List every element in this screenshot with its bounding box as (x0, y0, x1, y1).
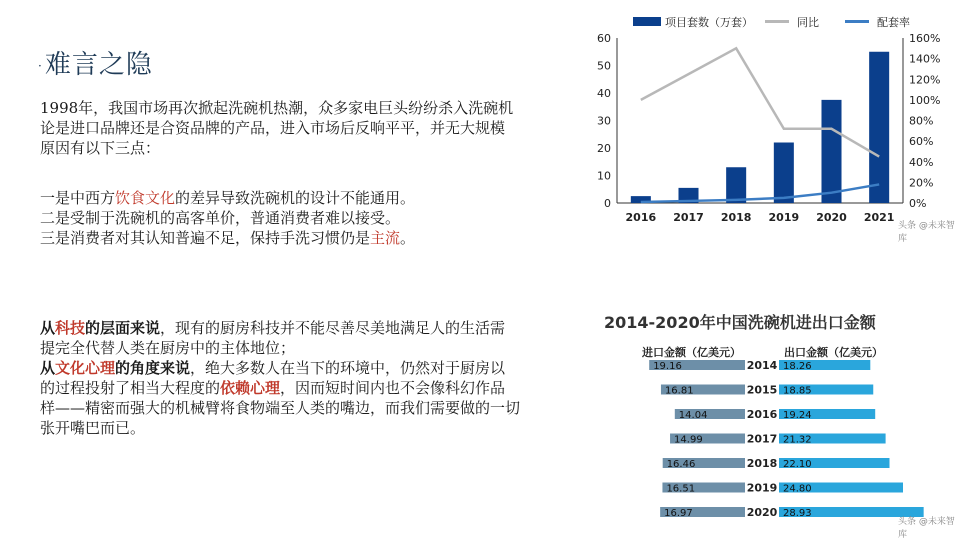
reason-3-text: 三是消费者对其认知普遍不足，保持手洗习惯仍是 (40, 229, 371, 247)
dependence-highlight: 依赖心理 (220, 379, 281, 397)
y2-tick-label: 160% (909, 32, 941, 45)
reason-3 (40, 228, 615, 248)
import-value-label: 14.04 (678, 410, 708, 421)
legend-label-1: 同比 (797, 16, 819, 29)
bar-2021 (869, 52, 889, 203)
culture-prefix: 从 (40, 359, 56, 377)
intro-line-2: 论是进口品牌还是合资品牌的产品，进入市场后反响平平，并无大规模 (40, 119, 506, 137)
chart-title: 2014-2020年中国洗碗机进出口金额 (604, 313, 876, 332)
tech-highlight: 科技 (55, 319, 86, 337)
y2-tick-label: 40% (909, 155, 934, 169)
import-value-label: 16.46 (666, 459, 696, 470)
tech-text: ，现有的厨房科技并不能尽善尽美地满足人的生活需 (160, 319, 506, 337)
culture-line-3: 样——精密而强大的机械臂将食物端至人类的嘴边，而我们需要做的一切 (40, 399, 521, 417)
intro-line-3: 原因有以下三点： (40, 139, 161, 157)
y-tick-label: 20 (597, 142, 611, 155)
x-tick-label: 2016 (625, 211, 657, 224)
y2-tick-label: 100% (909, 93, 941, 107)
reason-3-highlight: 主流 (370, 229, 401, 247)
x-tick-label: 2021 (863, 211, 895, 224)
y2-tick-label: 120% (909, 73, 941, 87)
y2-tick-label: 60% (909, 135, 934, 149)
year-label: 2017 (746, 432, 778, 446)
export-axis-label: 出口金额（亿美元） (784, 346, 883, 359)
reason-2: 二是受制于洗碗机的高客单价，普通消费者难以接受。 (40, 209, 401, 227)
reason-1 (40, 188, 615, 208)
import-value-label: 16.97 (664, 508, 693, 519)
import-value-label: 14.99 (674, 434, 703, 446)
year-label: 2019 (746, 481, 778, 495)
y2-tick-label: 80% (909, 114, 934, 128)
title-text: 难言之隐 (44, 50, 153, 80)
y-tick-label: 40 (597, 87, 611, 100)
dishwasher-sales-chart (585, 8, 960, 238)
import-export-chart (600, 300, 960, 535)
y2-tick-label: 0% (909, 197, 927, 210)
y-tick-label: 10 (597, 169, 611, 183)
export-value-label: 28.93 (783, 508, 812, 519)
y2-tick-label: 140% (909, 52, 941, 66)
import-value-label: 16.81 (664, 385, 694, 397)
tech-line-1 (40, 318, 615, 338)
watermark-1: 头条 @未来智库 (898, 221, 955, 244)
reason-1-text: 一是中西方 (40, 189, 116, 207)
intro-paragraph (40, 98, 615, 158)
export-value-label: 21.32 (783, 434, 812, 446)
bar-2019 (774, 143, 794, 204)
culture-line-2-end: ，因而短时间内也不会像科幻作品 (280, 379, 506, 397)
culture-line-1 (40, 358, 615, 378)
culture-line-2 (40, 378, 615, 398)
import-axis-label: 进口金额（亿美元） (642, 346, 741, 359)
y-tick-label: 30 (597, 114, 611, 128)
reason-1-highlight: 饮食文化 (115, 189, 176, 207)
x-tick-label: 2018 (720, 211, 752, 224)
export-value-label: 18.85 (783, 385, 812, 397)
legend-label-0: 项目套数（万套） (665, 16, 753, 29)
culture-line-4: 张开嘴巴而已。 (40, 419, 146, 437)
year-label: 2015 (746, 383, 778, 397)
y-tick-label: 0 (604, 197, 611, 210)
legend-swatch-0 (633, 17, 661, 26)
culture-text: ，绝大多数人在当下的环境中，仍然对于厨房以 (190, 359, 506, 377)
reason-1-text-end: 的差异导致洗碗机的设计不能通用。 (175, 189, 416, 207)
year-label: 2018 (746, 457, 778, 470)
tech-prefix: 从 (40, 319, 56, 337)
year-label: 2020 (746, 506, 778, 519)
culture-heading: 的角度来说 (115, 359, 191, 377)
culture-highlight: 文化心理 (55, 359, 116, 377)
year-label: 2016 (746, 408, 778, 421)
analysis-paragraph (40, 318, 615, 438)
tech-line-2: 提完全代替人类在厨房中的主体地位； (40, 339, 296, 357)
legend-label-2: 配套率 (877, 16, 910, 29)
intro-line-1: 1998年，我国市场再次掀起洗碗机热潮，众多家电巨头纷纷杀入洗碗机 (40, 99, 514, 117)
bar-2020 (821, 100, 841, 203)
x-tick-label: 2019 (768, 211, 800, 224)
tech-heading: 的层面来说 (85, 319, 161, 337)
y2-tick-label: 20% (909, 176, 934, 190)
reason-3-text-end: 。 (400, 229, 416, 247)
year-label: 2014 (746, 359, 778, 372)
import-value-label: 19.16 (653, 361, 682, 372)
culture-line-2-text: 的过程投射了相当大程度的 (40, 379, 221, 397)
bar-2018 (726, 167, 746, 203)
export-value-label: 19.24 (783, 410, 812, 421)
x-tick-label: 2017 (673, 211, 704, 224)
y-tick-label: 50 (597, 59, 611, 73)
x-tick-label: 2020 (816, 211, 847, 224)
export-value-label: 24.80 (783, 483, 812, 495)
line-rate (641, 184, 879, 202)
reasons-list (40, 188, 615, 248)
y-tick-label: 60 (597, 32, 611, 45)
slide-title (38, 44, 153, 81)
export-value-label: 22.10 (783, 459, 812, 470)
import-value-label: 16.51 (666, 483, 696, 495)
title-bullet: · (38, 59, 43, 73)
watermark-2: 头条 @未来智库 (898, 517, 955, 540)
line-yoy (641, 48, 879, 156)
export-value-label: 18.26 (783, 361, 812, 372)
